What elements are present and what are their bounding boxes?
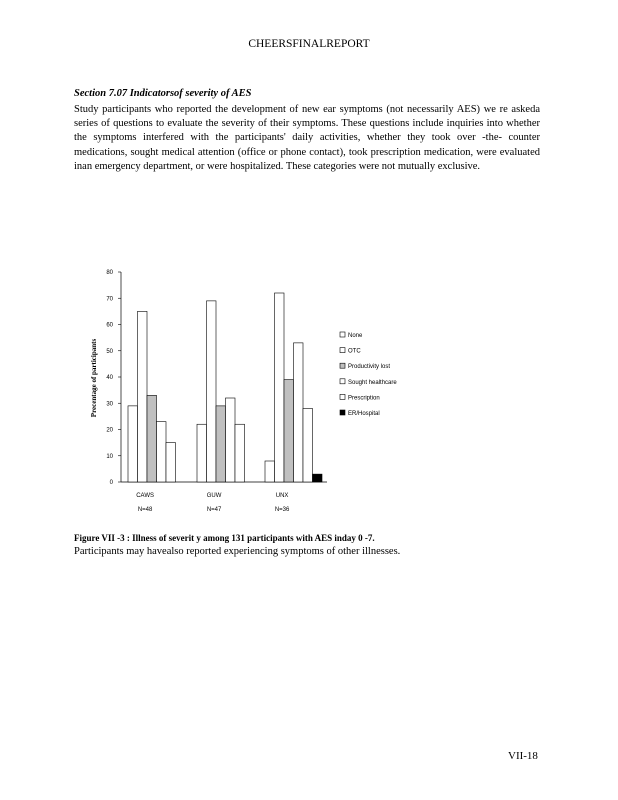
- bar: [216, 406, 226, 482]
- bar: [197, 424, 207, 482]
- bar: [313, 474, 323, 482]
- bar: [265, 461, 275, 482]
- group-label: GUW: [206, 493, 222, 499]
- bar: [147, 395, 157, 482]
- legend-swatch: [340, 363, 345, 368]
- legend-label: Prescription: [348, 395, 380, 402]
- bar: [128, 406, 138, 482]
- legend-label: OTC: [348, 348, 361, 355]
- bar: [207, 301, 217, 482]
- y-tick-label: 30: [106, 401, 113, 408]
- bar: [294, 343, 304, 482]
- y-tick-label: 0: [109, 480, 113, 486]
- bar: [284, 380, 294, 482]
- figure-note: Participants may havealso reported experiencing symptoms of other illnesses.: [74, 546, 401, 557]
- group-n-label: N=48: [137, 507, 153, 513]
- page-number: VII-18: [508, 750, 538, 762]
- section-heading: Section 7.07 Indicatorsof severity of AES: [74, 88, 252, 99]
- legend-label: ER/Hospital: [348, 411, 380, 417]
- legend-label: Productivity lost: [348, 364, 391, 371]
- bar: [157, 422, 167, 482]
- y-tick-label: 70: [106, 296, 113, 303]
- legend-label: None: [348, 333, 363, 339]
- group-label: UNX: [275, 493, 289, 499]
- y-axis-label: Precentage of participants: [90, 338, 98, 418]
- legend-label: Sought healthcare: [348, 379, 397, 386]
- bar: [235, 424, 245, 482]
- legend-swatch: [340, 379, 345, 384]
- group-n-label: N=36: [274, 507, 290, 513]
- group-label: CAWS: [136, 493, 154, 499]
- bar: [303, 409, 313, 483]
- y-tick-label: 50: [106, 348, 113, 355]
- body-paragraph: Study participants who reported the development of new ear symptoms (not necessarily AES) we re askeda series of questions to evaluate the severity of their symptoms. These questions include inquiries into whether the symptoms interfered with the participants' daily activities, whether they took over -the- counter medications, sought medical attention (office or phone contact), took prescription medication, were evaluated inan emergency department, or were hospitalized. These categories were not mutually exclusive.: [74, 104, 540, 172]
- y-tick-label: 20: [106, 427, 113, 434]
- y-tick-label: 80: [106, 270, 113, 276]
- report-header: CHEERSFINALREPORT: [248, 38, 370, 50]
- y-tick-label: 40: [106, 375, 113, 381]
- legend-swatch: [340, 348, 345, 353]
- legend-swatch: [340, 410, 345, 415]
- bar: [275, 293, 285, 482]
- group-n-label: N=47: [206, 507, 222, 513]
- legend-swatch: [340, 332, 345, 337]
- bar: [166, 443, 176, 482]
- y-tick-label: 10: [106, 453, 113, 460]
- y-tick-label: 60: [106, 322, 113, 329]
- bar: [138, 311, 148, 482]
- bar: [226, 398, 236, 482]
- figure-caption: Figure VII -3 : Illness of severit y among 131 participants with AES inday 0 -7.: [74, 533, 375, 543]
- legend-swatch: [340, 394, 345, 399]
